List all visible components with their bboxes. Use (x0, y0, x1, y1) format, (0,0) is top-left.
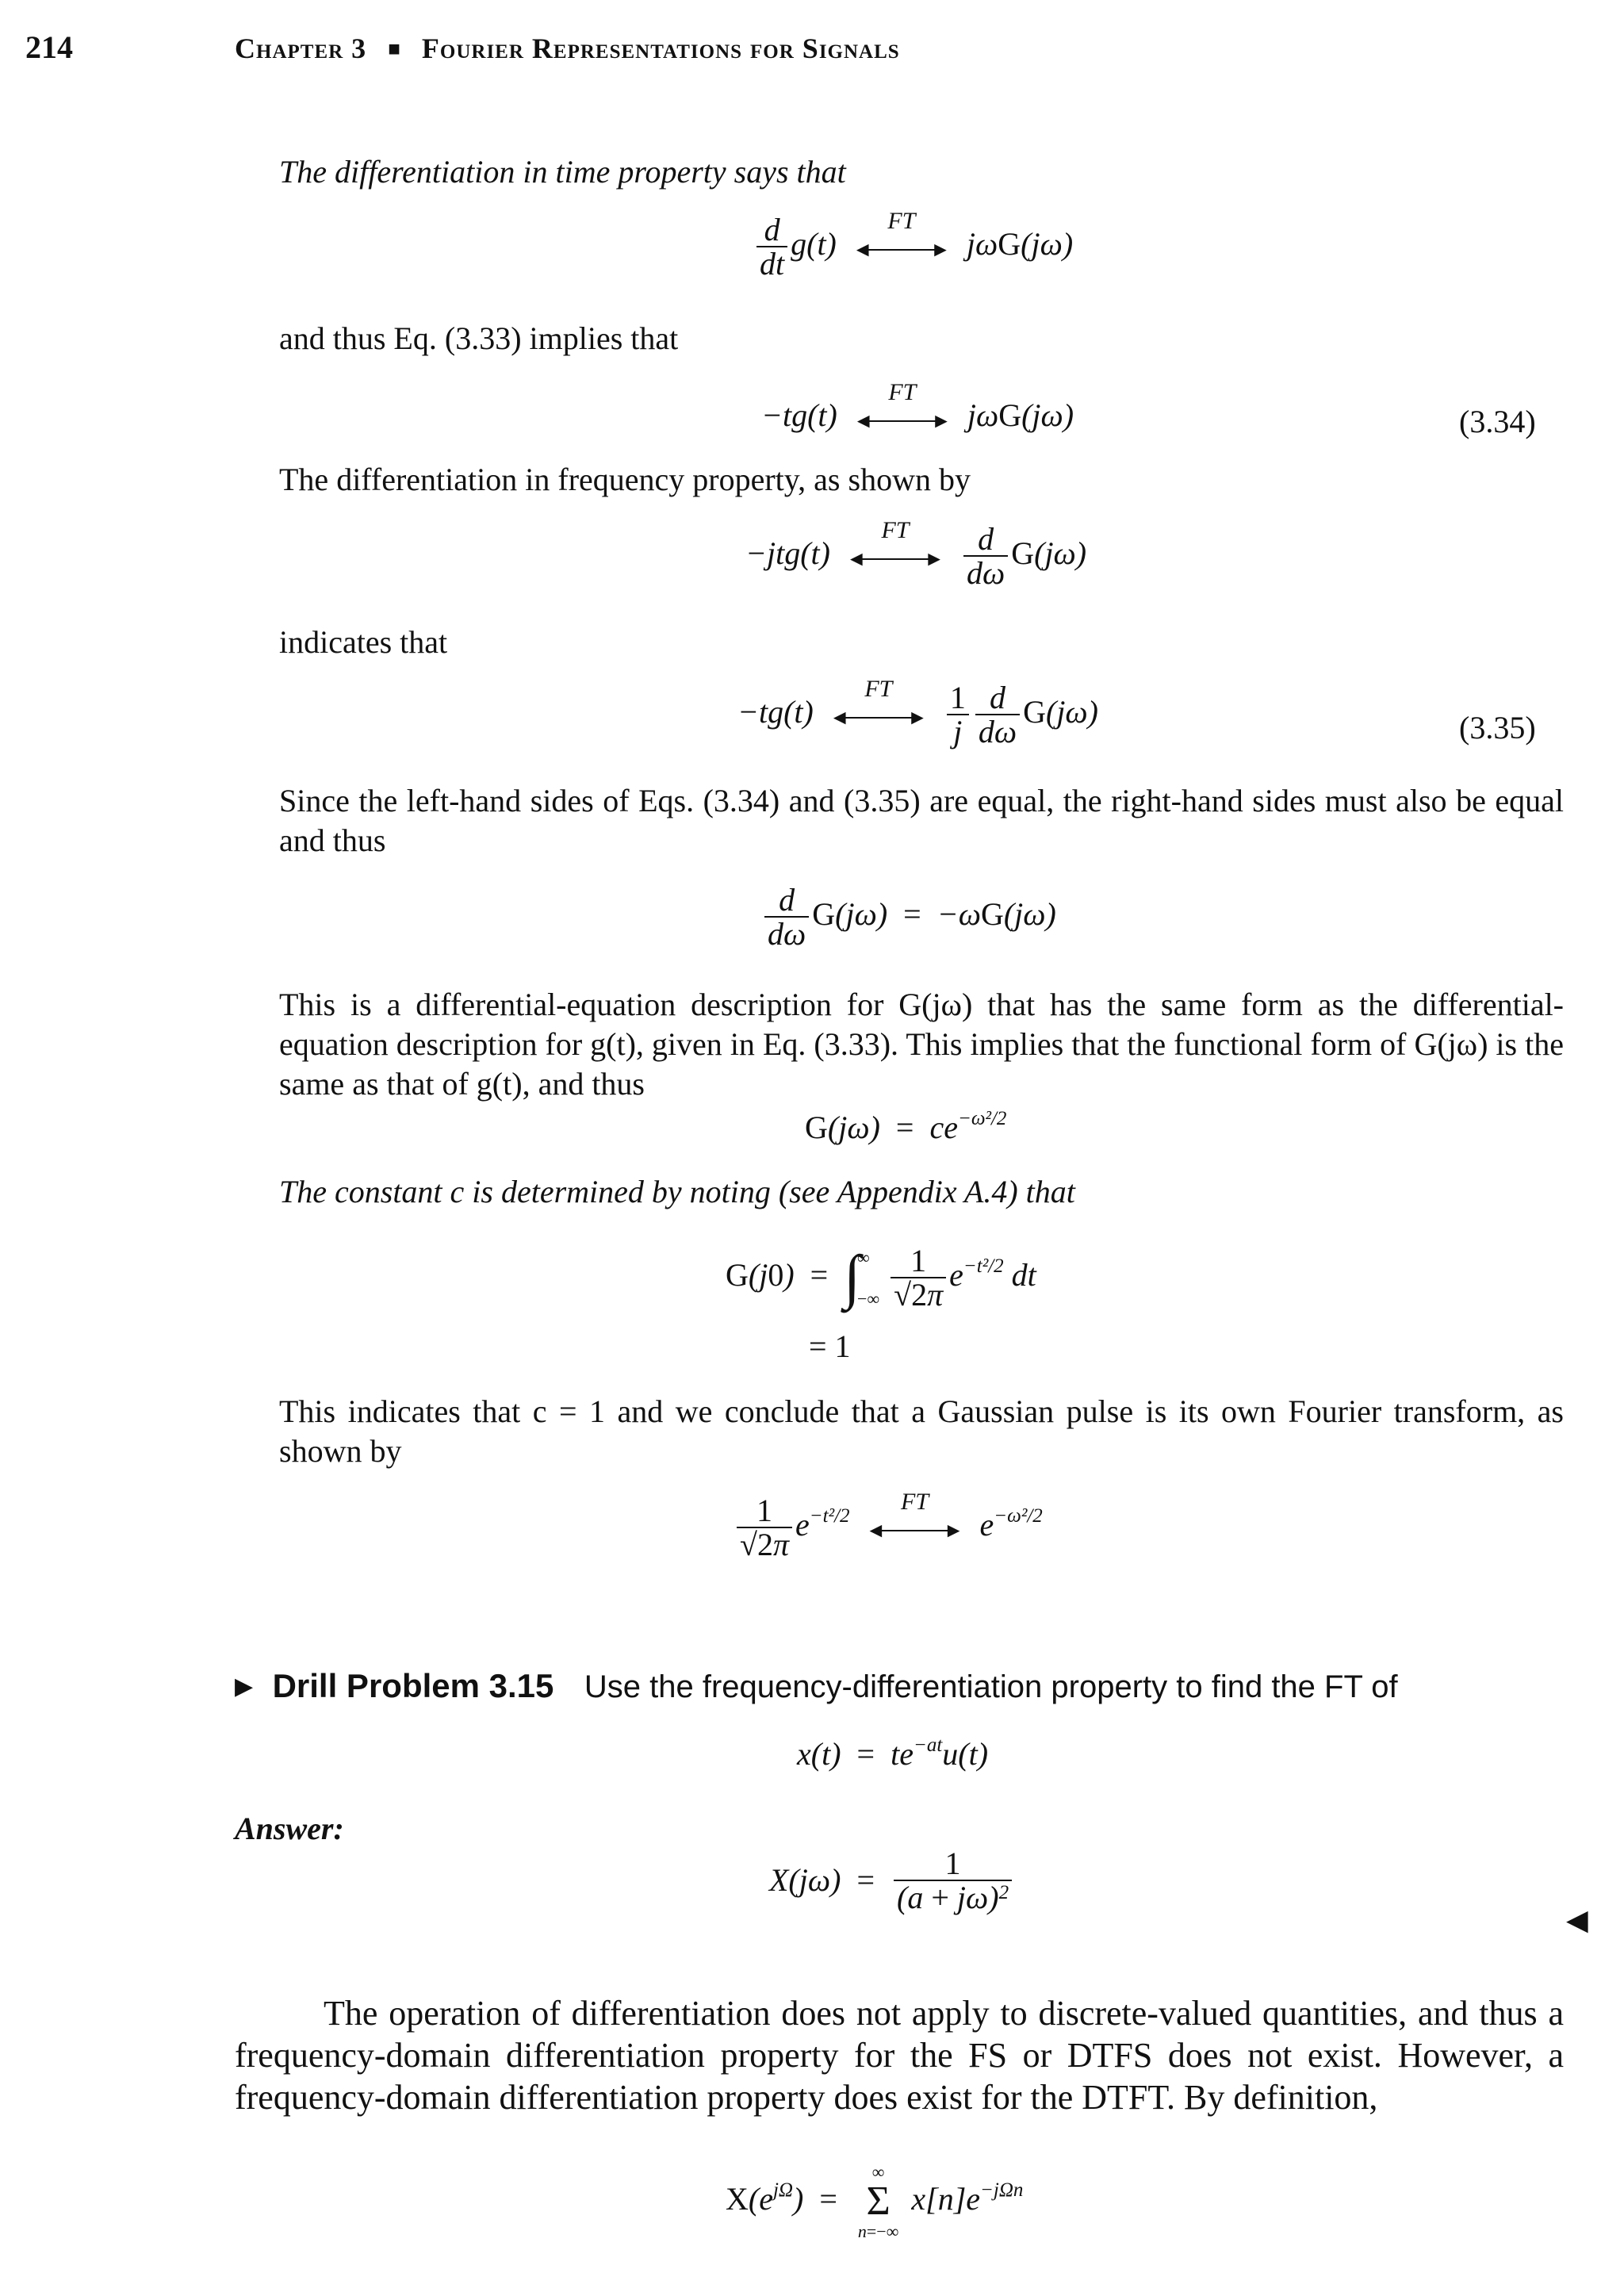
equation: −jtg(t) FT ◄ ► $\frac{d}{d\omega}$ G(jω) (745, 517, 1087, 591)
paragraph: Since the left-hand sides of Eqs. (3.34) and (3.35) are equal, the right-hand sides must also be equal and thus (279, 783, 1564, 858)
equation: $X(e^{j\Omega})$ = ∞ Σ n=−∞ $x[n]e^{-j\Omega n}$ (726, 2162, 1024, 2241)
fourier-pair-arrow: FT ◄ ► (865, 1489, 964, 1542)
fourier-pair-arrow: FT ◄ ► (845, 517, 944, 570)
drill-marker-icon: ▶ (235, 1673, 254, 1700)
drill-text: Use the frequency-differentiation property to find the FT of (584, 1669, 1398, 1704)
equation: = 1 (809, 1328, 851, 1364)
paragraph: This indicates that c = 1 and we conclude that a Gaussian pulse is its own Fourier transform, as shown by (279, 1393, 1564, 1469)
equation: G(j0) = ∫ ∞ −∞ $\frac{1}{√2\pi}$ $e^{-t^2/2}$ dt (726, 1243, 1036, 1313)
equation: $\frac{d}{d\omega}$ G(jω) = −ωG(jω) (761, 884, 1056, 951)
chapter-label: Chapter 3 (235, 33, 367, 64)
paragraph: The differentiation in frequency property, as shown by (279, 462, 971, 497)
equation-number: (3.34) (1459, 404, 1536, 439)
paragraph: and thus Eq. (3.33) implies that (279, 320, 679, 356)
chapter-title: Fourier Representations for Signals (421, 33, 900, 64)
header-separator: ■ (388, 37, 400, 60)
equation-number: (3.35) (1459, 710, 1536, 745)
paragraph: This is a differential-equation description for G(jω) that has the same form as the differential-equation description for g(t), given in Eq. (3.33). This implies that the functional form of G(jω) is the same as that of g(t), and thus (279, 987, 1564, 1102)
page-number: 214 (25, 29, 73, 65)
answer-label: Answer: (235, 1811, 344, 1846)
equation: X(jω) = $\frac{1}{(a + j\omega)^2}$ (769, 1848, 1015, 1919)
equation: −tg(t) FT ◄ ► jωG(jω) (761, 378, 1074, 433)
drill-title: Drill Problem 3.15 (272, 1667, 554, 1704)
drill-problem (235, 1667, 1398, 1706)
fourier-pair-arrow: FT ◄ ► (852, 208, 951, 261)
fourier-pair-arrow: FT ◄ ► (829, 676, 928, 729)
equation: $G(j\omega) = ce^{-\omega^2/2}$ (805, 1108, 1007, 1145)
equation: −tg(t) FT ◄ ► $\frac{1}{j}$ $\frac{d}{d\omega}$ G(jω) (737, 676, 1098, 749)
fourier-pair-arrow: FT ◄ ► (852, 378, 952, 432)
equation: $\frac{d}{dt}$ g(t) FT ◄ ► jωG(jω) (753, 214, 1073, 281)
equation: $x(t) = te^{-at}u(t)$ (797, 1734, 989, 1772)
paragraph: The operation of differentiation does not apply to discrete-valued quantities, and thus a frequency-domain differentiation property for the FS or DTFS does not exist. However, a frequency-domain differentiation property does exist for the DTFT. By definition, (235, 1994, 1564, 2117)
equation: $\frac{1}{√2\pi}$ $e^{-t^2/2}$ FT ◄ ► $e^{-\omega^2/2}$ (733, 1495, 1043, 1562)
paragraph: The constant c is determined by noting (see Appendix A.4) that (279, 1174, 1075, 1209)
paragraph: The differentiation in time property says that (279, 154, 846, 190)
paragraph: indicates that (279, 624, 448, 660)
running-header (25, 29, 73, 66)
drill-end-icon: ◀ (1566, 1904, 1588, 1936)
chapter-heading (235, 32, 900, 65)
